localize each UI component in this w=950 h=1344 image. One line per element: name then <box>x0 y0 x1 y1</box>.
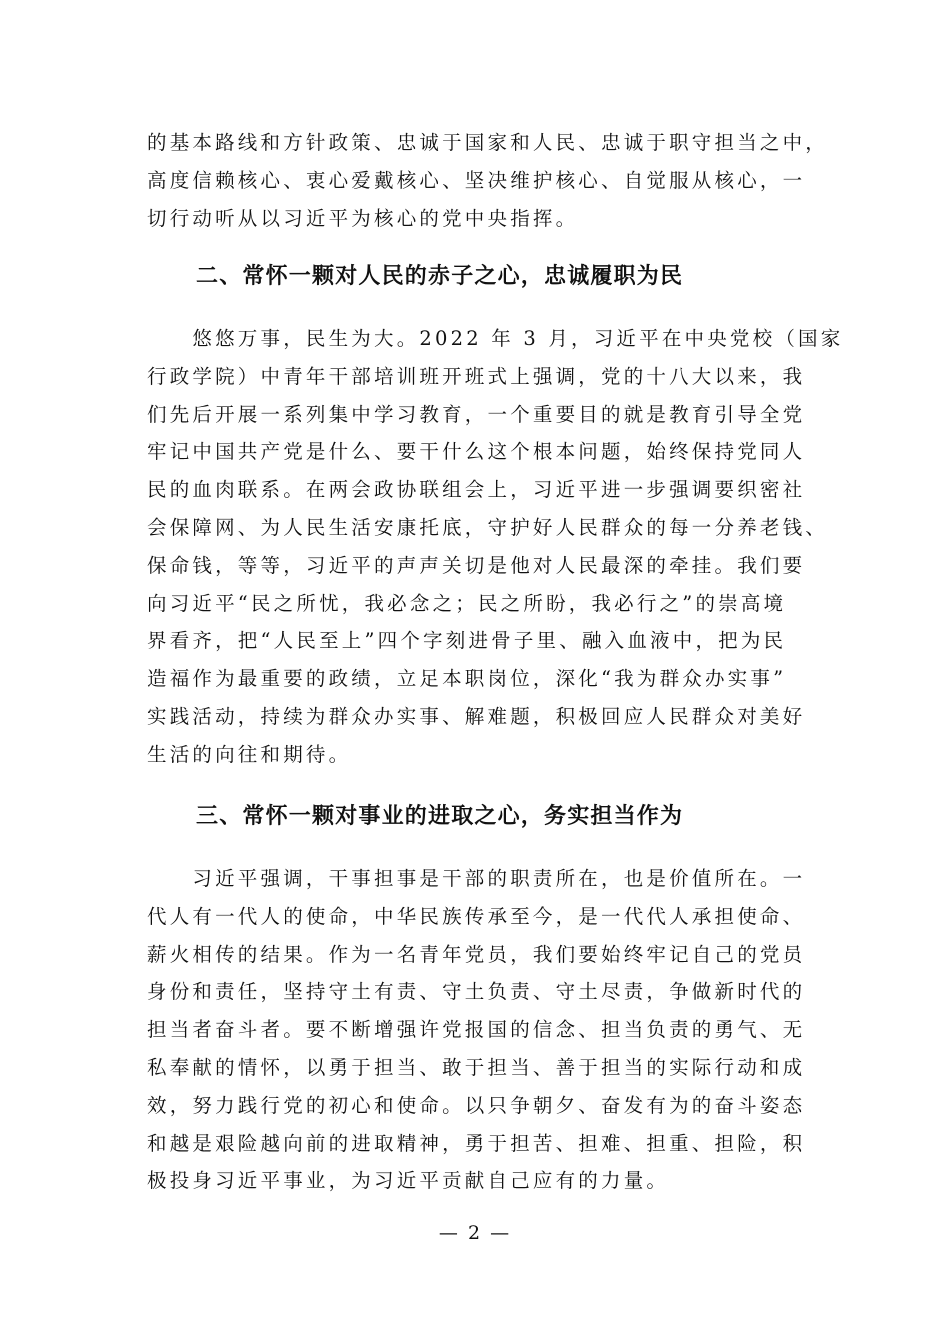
text-line: 和越是艰险越向前的进取精神，勇于担苦、担难、担重、担险，积 <box>147 1131 806 1155</box>
text-line: 代人有一代人的使命，中华民族传承至今，是一代代人承担使命、 <box>147 904 806 928</box>
text-line: 会保障网、为人民生活安康托底，守护好人民群众的每一分养老钱、 <box>147 515 829 539</box>
text-line: 的基本路线和方针政策、忠诚于国家和人民、忠诚于职守担当之中， <box>147 131 829 154</box>
text-line: 悠悠万事，民生为大。2022 年 3 月，习近平在中央党校（国家 <box>147 327 844 350</box>
section-2-paragraph <box>147 320 844 774</box>
text-line: 效，努力践行党的初心和使命。以只争朝夕、奋发有为的奋斗姿态 <box>147 1093 806 1117</box>
section-2-heading: 二、常怀一颗对人民的赤子之心，忠诚履职为民 <box>196 264 684 289</box>
text-line: 习近平强调，干事担事是干部的职责所在，也是价值所在。一 <box>147 867 806 890</box>
text-line: 们先后开展一系列集中学习教育，一个重要目的就是教育引导全党 <box>147 402 806 426</box>
text-line: 私奉献的情怀，以勇于担当、敢于担当、善于担当的实际行动和成 <box>147 1055 806 1079</box>
text-line: 造福作为最重要的政绩，立足本职岗位，深化“我为群众办实事” <box>147 667 787 691</box>
text-line: 生活的向往和期待。 <box>147 742 352 766</box>
text-line: 向习近平“民之所忧，我必念之；民之所盼，我必行之”的崇高境 <box>147 591 787 615</box>
text-line: 保命钱，等等，习近平的声声关切是他对人民最深的牵挂。我们要 <box>147 553 806 577</box>
text-line: 界看齐，把“人民至上”四个字刻进骨子里、融入血液中，把为民 <box>147 629 787 653</box>
text-line: 高度信赖核心、衷心爱戴核心、坚决维护核心、自觉服从核心，一 <box>147 168 806 192</box>
text-line: 实践活动，持续为群众办实事、解难题，积极回应人民群众对美好 <box>147 704 806 728</box>
text-line: 民的血肉联系。在两会政协联组会上，习近平进一步强调要织密社 <box>147 478 806 502</box>
section-3-paragraph <box>147 860 807 1200</box>
text-line: 切行动听从以习近平为核心的党中央指挥。 <box>147 206 579 230</box>
text-line: 牢记中国共产党是什么、要干什么这个根本问题，始终保持党同人 <box>147 440 806 464</box>
text-line: 薪火相传的结果。作为一名青年党员，我们要始终牢记自己的党员 <box>147 942 806 966</box>
page-number: — 2 — <box>438 1222 512 1244</box>
text-line: 身份和责任，坚持守土有责、守土负责、守土尽责，争做新时代的 <box>147 980 806 1004</box>
text-line: 担当者奋斗者。要不断增强许党报国的信念、担当负责的勇气、无 <box>147 1018 806 1042</box>
text-line: 极投身习近平事业，为习近平贡献自己应有的力量。 <box>147 1169 670 1193</box>
text-line: 行政学院）中青年干部培训班开班式上强调，党的十八大以来，我 <box>147 364 806 388</box>
section-3-heading: 三、常怀一颗对事业的进取之心，务实担当作为 <box>196 804 684 829</box>
intro-paragraph <box>147 124 829 237</box>
